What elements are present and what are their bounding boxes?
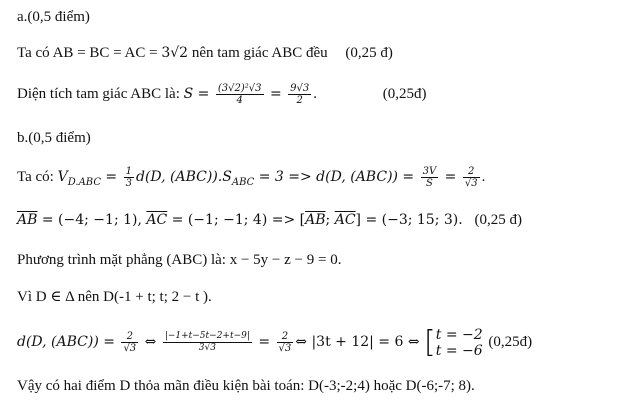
part-b-distance bbox=[17, 322, 532, 362]
vec-ab2: $\overline{AB}$ bbox=[305, 212, 326, 228]
vec-ab-val: = (−4; −1; 1), bbox=[37, 212, 147, 228]
vec-res: ] = (−3; 15; 3). bbox=[355, 212, 463, 228]
point-on-line: Vì D ∈ Δ nên D(-1 + t; t; 2 − t ). bbox=[17, 289, 212, 305]
area-score: (0,25đ) bbox=[382, 85, 427, 102]
part-a-heading: a.(0,5 điểm) bbox=[17, 9, 90, 25]
area-den-2: 2 bbox=[296, 95, 303, 106]
area-den-1: 4 bbox=[236, 95, 243, 106]
line1-tail: nên tam giác ABC đều bbox=[188, 45, 328, 61]
part-a-area: Diện tích tam giác ABC là: S = $\frac{\text{(3√2)²√3}}{4}$ = $\frac{9√3}{2}$ . (0,25đ) bbox=[17, 83, 427, 106]
vol-eq: = bbox=[100, 168, 122, 185]
dist-fraction-1 bbox=[121, 331, 138, 354]
solution-2: t = −6 bbox=[435, 342, 483, 359]
part-a-line1 bbox=[17, 44, 393, 62]
vol-eq2: = 3 => d(D, (ABC)) = bbox=[254, 168, 419, 185]
area-lhs: S = bbox=[183, 85, 214, 102]
vec-score: (0,25 đ) bbox=[474, 212, 522, 228]
dist-f2-num: |−1+t−5t−2+t−9| bbox=[164, 331, 250, 342]
area-num-1: (3√2)²√3 bbox=[217, 83, 262, 94]
vol-frac3-num: 2 bbox=[463, 166, 480, 178]
area-fraction-1 bbox=[216, 83, 264, 106]
dist-f1-den: √3 bbox=[123, 343, 137, 355]
area-end: . bbox=[313, 85, 318, 102]
solution-1: t = −2 bbox=[435, 326, 483, 343]
line1-score: (0,25 đ) bbox=[345, 45, 393, 61]
vol-frac-num: 1 bbox=[125, 166, 132, 177]
vol-fraction-3 bbox=[463, 166, 480, 189]
dist-f3-num: 2 bbox=[277, 331, 294, 343]
vol-fraction-1 bbox=[124, 166, 134, 189]
area-num-2: 9√3 bbox=[290, 83, 310, 94]
vol-frac3-den: √3 bbox=[464, 178, 478, 189]
vol-fraction-2 bbox=[421, 166, 439, 189]
dist-fraction-2 bbox=[163, 331, 252, 354]
vol-frac2-num: 3V bbox=[422, 166, 437, 177]
vec-ac2: $\overline{AC}$ bbox=[334, 212, 356, 228]
dist-fraction-3 bbox=[277, 331, 294, 354]
part-b-vectors bbox=[17, 211, 522, 229]
vol-text: Ta có: bbox=[17, 168, 58, 185]
dist-lhs: d(D, (ABC)) = bbox=[17, 334, 120, 350]
dist-score: (0,25đ) bbox=[488, 334, 533, 350]
part-b-volume bbox=[17, 166, 485, 192]
vec-ac: $\overline{AC}$ bbox=[146, 212, 168, 228]
vec-ac-val: = (−1; −1; 4) => [ bbox=[167, 212, 306, 228]
vol-mid: d(D, (ABC)).S bbox=[136, 168, 232, 185]
dist-eq: = bbox=[253, 334, 275, 350]
solution-bracket: [ bbox=[424, 324, 436, 360]
dist-f1-num: 2 bbox=[121, 331, 138, 343]
part-b-heading: b.(0,5 điểm) bbox=[17, 130, 91, 146]
dist-iff1: ⇔ bbox=[140, 334, 161, 350]
vol-frac-den: 3 bbox=[125, 178, 132, 189]
vol-lhs: V bbox=[57, 168, 68, 185]
area-label: Diện tích tam giác ABC là: bbox=[17, 85, 184, 102]
plane-equation: Phương trình mặt phẳng (ABC) là: x − 5y − z − 9 = 0. bbox=[17, 252, 342, 268]
line1-text: Ta có AB = BC = AC = bbox=[17, 45, 162, 61]
vec-sep: ; bbox=[325, 212, 335, 228]
dist-f2-den: 3√3 bbox=[198, 343, 216, 354]
vec-ab: $\overline{AB}$ bbox=[17, 212, 38, 228]
dist-f3-den: √3 bbox=[278, 343, 292, 355]
dist-iff2: ⇔ |3t + 12| = 6 ⇔ bbox=[295, 334, 425, 350]
area-fraction-2 bbox=[288, 83, 311, 106]
vol-sub2: ABC bbox=[231, 176, 255, 188]
line1-math: 3√2 bbox=[161, 45, 189, 61]
vol-eq3: = bbox=[440, 168, 461, 185]
vol-end: . bbox=[481, 168, 486, 185]
conclusion: Vậy có hai điểm D thỏa mãn điều kiện bài toán: D(-3;-2;4) hoặc D(-6;-7; 8). bbox=[17, 378, 475, 394]
solution-system bbox=[436, 327, 483, 359]
vol-sub: D.ABC bbox=[67, 176, 101, 188]
vol-frac2-den: S bbox=[425, 178, 433, 189]
